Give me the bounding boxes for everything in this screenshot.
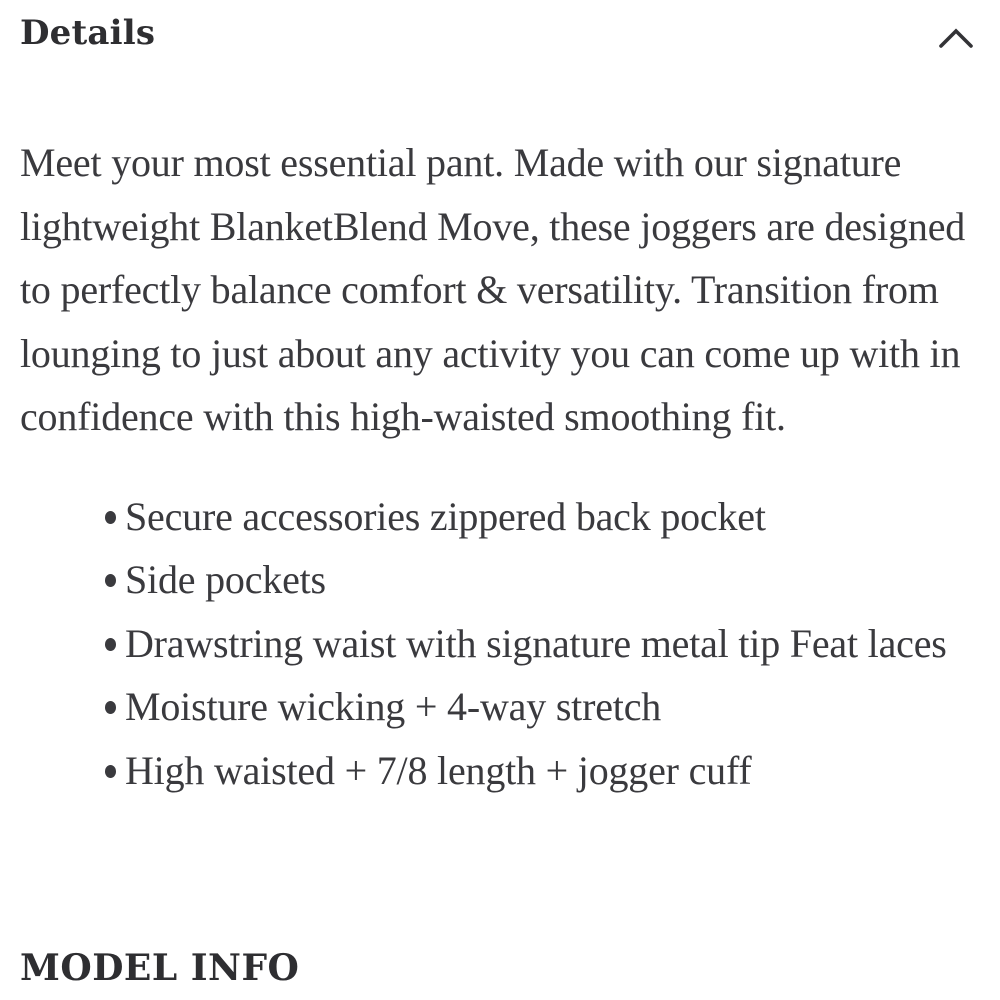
feature-item: Secure accessories zippered back pocket (20, 485, 980, 549)
feature-item: High waisted + 7/8 length + jogger cuff (20, 739, 980, 803)
details-title: Details (20, 13, 156, 53)
feature-item: Side pockets (20, 548, 980, 612)
details-accordion-header[interactable] (20, 0, 980, 56)
product-description: Meet your most essential pant. Made with our signature lightweight BlanketBlend Move, these joggers are designed to perfectly balance comfort & versatility. Transition from lounging to just about any activity you can come up with in confidence with this high-waisted smoothing fit. (20, 140, 966, 439)
feature-item: Moisture wicking + 4-way stretch (20, 675, 980, 739)
feature-list (20, 485, 980, 803)
feature-item: Drawstring waist with signature metal tip Feat laces (20, 612, 980, 676)
model-info-title: MODEL INFO (20, 947, 300, 989)
chevron-up-icon[interactable] (938, 26, 974, 50)
